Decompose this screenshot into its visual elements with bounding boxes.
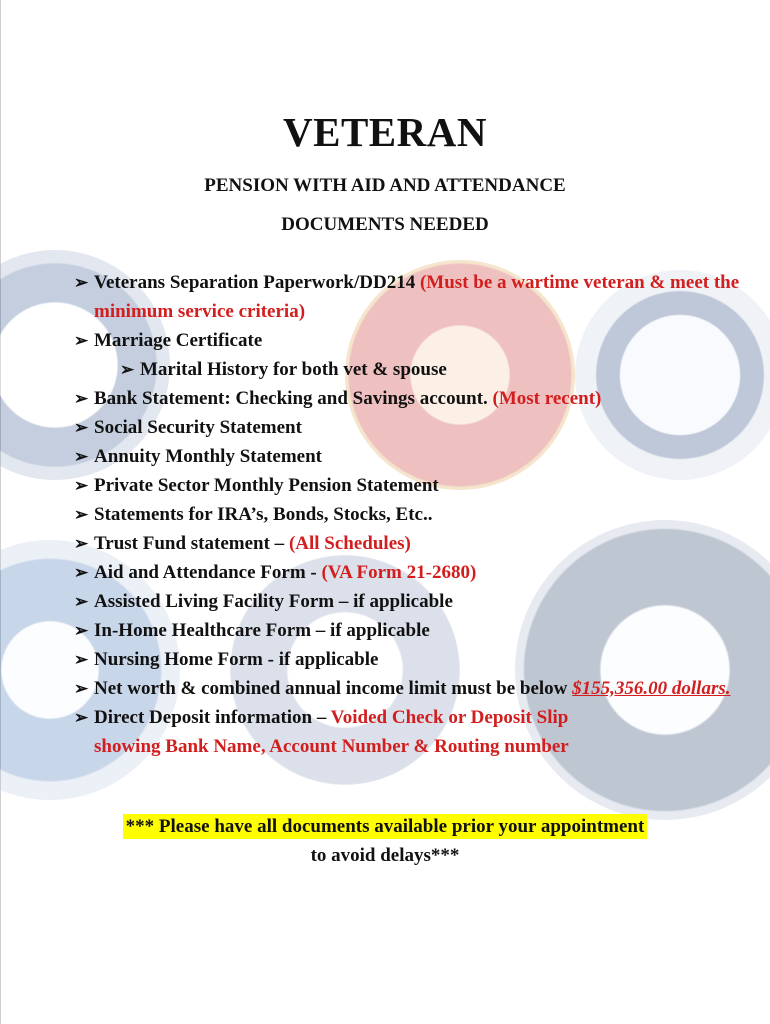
list-item <box>74 674 740 703</box>
list-item <box>74 558 740 587</box>
list-item <box>74 645 740 674</box>
item-note: Voided Check or Deposit Slip <box>330 707 569 728</box>
item-text: Aid and Attendance Form - <box>94 562 322 583</box>
item-note: (Most recent) <box>492 388 602 409</box>
arrow-bullet-icon: ➢ <box>74 476 89 495</box>
item-text: Annuity Monthly Statement <box>94 446 323 467</box>
item-text: Marriage Certificate <box>94 330 263 351</box>
arrow-bullet-icon: ➢ <box>74 505 89 524</box>
item-text: Statements for IRA’s, Bonds, Stocks, Etc.. <box>94 504 433 525</box>
appointment-notice <box>0 812 770 870</box>
arrow-bullet-icon: ➢ <box>74 563 89 582</box>
list-item <box>74 326 740 355</box>
list-item <box>74 587 740 616</box>
arrow-bullet-icon: ➢ <box>74 650 89 669</box>
item-text: Marital History for both vet & spouse <box>140 359 447 380</box>
item-text: Nursing Home Form - if applicable <box>94 649 379 670</box>
arrow-bullet-icon: ➢ <box>74 331 89 350</box>
item-note: (VA Form 21-2680) <box>321 562 477 583</box>
arrow-bullet-icon: ➢ <box>74 418 89 437</box>
arrow-bullet-icon: ➢ <box>120 360 135 379</box>
item-text: Assisted Living Facility Form – if applicable <box>94 591 453 612</box>
item-text: In-Home Healthcare Form – if applicable <box>94 620 430 641</box>
list-item <box>74 442 740 471</box>
list-item <box>74 616 740 645</box>
arrow-bullet-icon: ➢ <box>74 273 89 292</box>
arrow-bullet-icon: ➢ <box>74 708 89 727</box>
item-text: Bank Statement: Checking and Savings account. <box>94 388 493 409</box>
arrow-bullet-icon: ➢ <box>74 679 89 698</box>
item-note: (All Schedules) <box>288 533 411 554</box>
item-note: (Must be a wartime veteran & meet the minimum service criteria) <box>94 272 740 322</box>
income-limit-amount: $155,356.00 dollars. <box>572 678 731 699</box>
documents-list <box>74 268 740 761</box>
item-text: Direct Deposit information – <box>94 707 331 728</box>
arrow-bullet-icon: ➢ <box>74 534 89 553</box>
page-subtitle: PENSION WITH AID AND ATTENDANCE <box>204 175 566 196</box>
item-text: Veterans Separation Paperwork/DD214 <box>94 272 420 293</box>
item-text: Trust Fund statement – <box>94 533 289 554</box>
list-item <box>74 471 740 500</box>
arrow-bullet-icon: ➢ <box>74 389 89 408</box>
arrow-bullet-icon: ➢ <box>74 592 89 611</box>
list-item <box>74 529 740 558</box>
arrow-bullet-icon: ➢ <box>74 621 89 640</box>
notice-line-2: to avoid delays*** <box>310 845 460 866</box>
list-item <box>74 500 740 529</box>
item-note-continued: showing Bank Name, Account Number & Routing number <box>94 736 569 757</box>
sub-list-item <box>74 355 740 384</box>
page-subtitle-documents: DOCUMENTS NEEDED <box>281 214 489 235</box>
item-text: Private Sector Monthly Pension Statement <box>94 475 439 496</box>
arrow-bullet-icon: ➢ <box>74 447 89 466</box>
list-item <box>74 384 740 413</box>
item-text: Social Security Statement <box>94 417 302 438</box>
list-item <box>74 703 740 761</box>
list-item <box>74 268 740 326</box>
page-title: VETERAN <box>283 109 487 155</box>
item-text: Net worth & combined annual income limit must be below <box>94 678 573 699</box>
list-item <box>74 413 740 442</box>
notice-line-1: *** Please have all documents available prior your appointment <box>123 814 648 839</box>
